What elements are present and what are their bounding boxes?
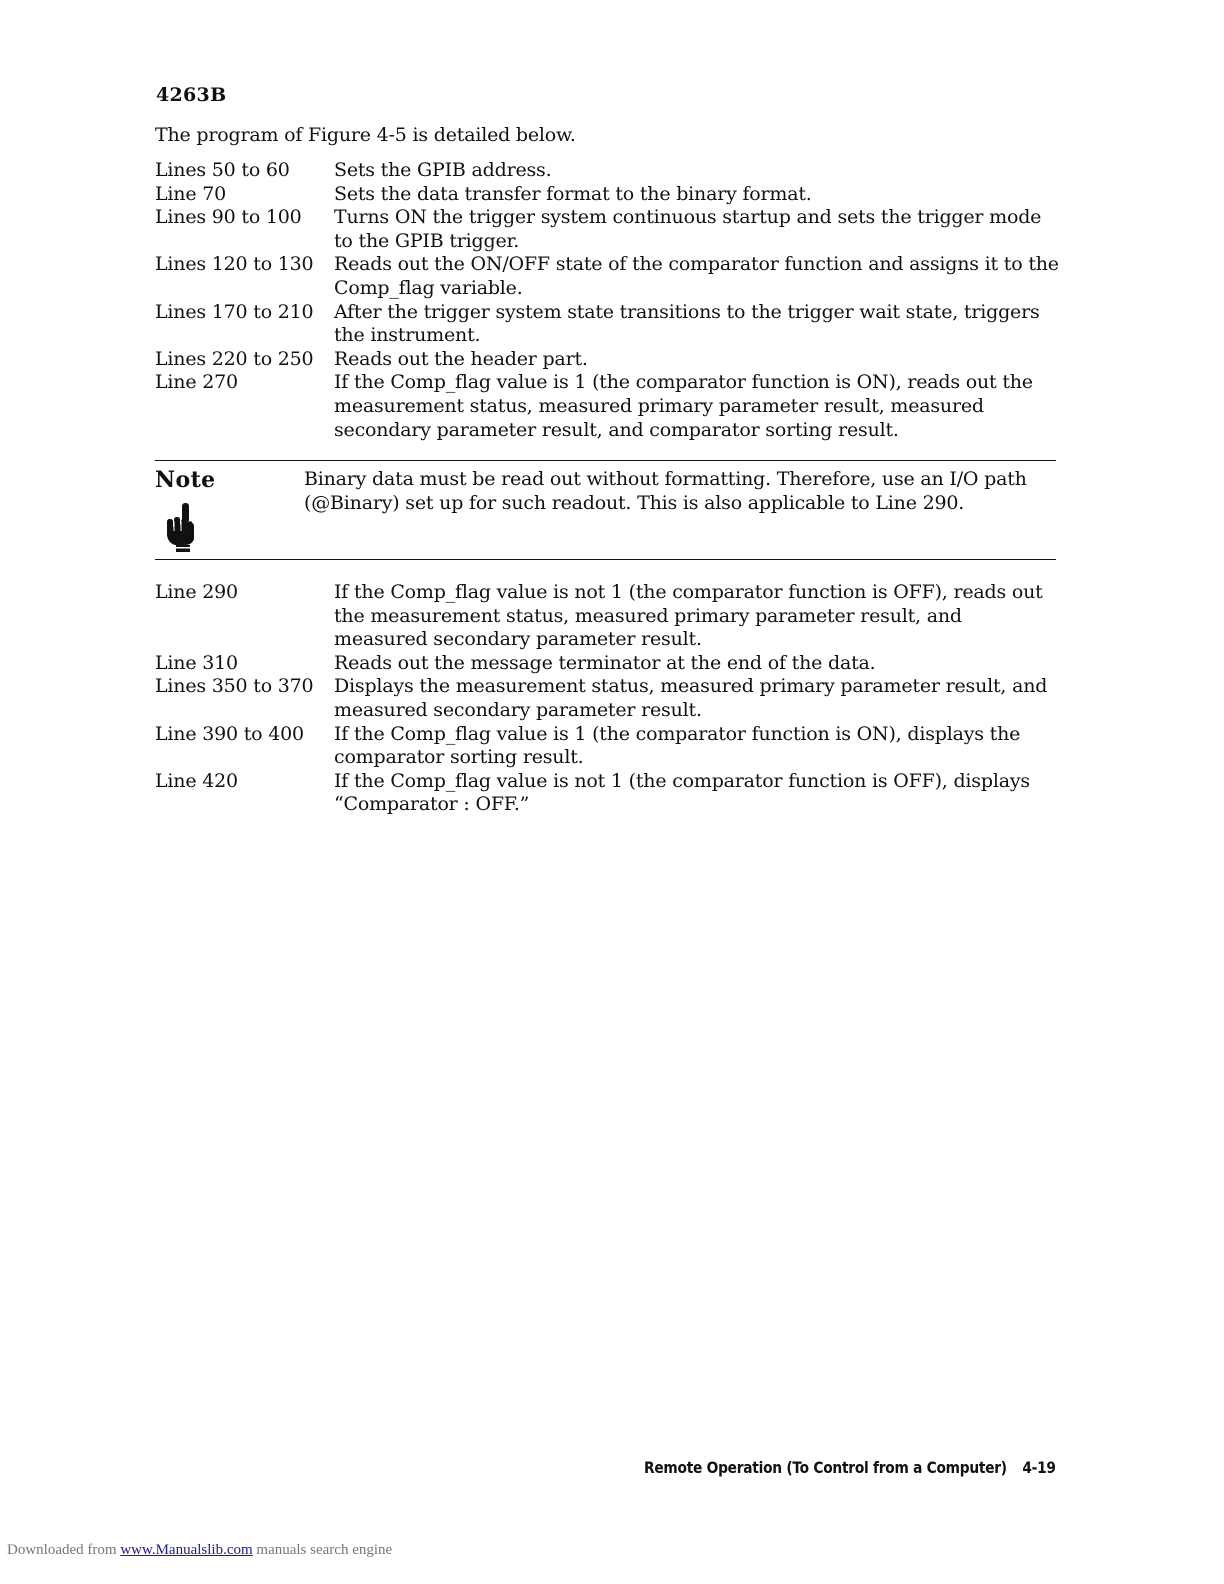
line-label: Line 420 xyxy=(155,769,238,792)
description-row xyxy=(155,301,1060,348)
line-description: If the Comp_flag value is not 1 (the comparator function is OFF), reads out the measurement status, measured primary parameter result, and measured secondary parameter result. xyxy=(334,581,1043,651)
note-box xyxy=(155,460,1056,560)
pointing-hand-icon xyxy=(165,501,199,553)
description-row xyxy=(155,581,1060,652)
line-description: Turns ON the trigger system continuous startup and sets the trigger mode to the GPIB trigger. xyxy=(334,206,1042,252)
line-label: Lines 350 to 370 xyxy=(155,675,314,698)
line-description: After the trigger system state transitions to the trigger wait state, triggers the instrument. xyxy=(334,300,1040,347)
description-row xyxy=(155,206,1060,253)
line-label: Line 270 xyxy=(155,371,238,394)
description-row xyxy=(155,183,1060,207)
line-description: If the Comp_flag value is 1 (the comparator function is ON), reads out the measurement status, measured primary parameter result, measured secondary parameter result, and comparator sorting result. xyxy=(334,371,1033,441)
download-prefix: Downloaded from xyxy=(7,1542,117,1558)
line-description: Sets the GPIB address. xyxy=(334,159,552,181)
footer-section-title: Remote Operation (To Control from a Computer) xyxy=(644,1458,1008,1477)
line-description: Reads out the ON/OFF state of the comparator function and assigns it to the Comp_flag variable. xyxy=(334,253,1059,299)
line-description: If the Comp_flag value is not 1 (the comparator function is OFF), displays “Comparator : OFF.” xyxy=(334,769,1030,816)
intro-paragraph: The program of Figure 4-5 is detailed below. xyxy=(155,124,576,146)
line-label: Line 310 xyxy=(155,651,238,674)
line-descriptions-part2 xyxy=(155,581,1060,817)
line-label: Lines 120 to 130 xyxy=(155,253,314,276)
line-description: Displays the measurement status, measured primary parameter result, and measured secondary parameter result. xyxy=(334,675,1048,721)
description-row xyxy=(155,253,1060,300)
page-number: 4-19 xyxy=(1022,1458,1056,1477)
page-footer xyxy=(644,1458,1056,1477)
note-title: Note xyxy=(155,467,216,493)
line-label: Lines 90 to 100 xyxy=(155,206,302,229)
line-description: Reads out the header part. xyxy=(334,347,588,370)
line-label: Lines 220 to 250 xyxy=(155,347,314,370)
description-row xyxy=(155,723,1060,770)
description-row xyxy=(155,371,1060,442)
line-label: Lines 170 to 210 xyxy=(155,300,314,323)
line-label: Line 390 to 400 xyxy=(155,722,304,745)
line-label: Lines 50 to 60 xyxy=(155,159,290,181)
description-row xyxy=(155,159,1060,183)
line-label: Line 70 xyxy=(155,182,226,205)
download-suffix: manuals search engine xyxy=(256,1542,393,1558)
description-row xyxy=(155,348,1060,372)
description-row xyxy=(155,675,1060,722)
manualslib-link[interactable]: www.Manualslib.com xyxy=(120,1542,253,1558)
line-label: Line 290 xyxy=(155,581,238,603)
download-source-line xyxy=(7,1542,392,1559)
line-descriptions-part1 xyxy=(155,159,1060,442)
line-description: Sets the data transfer format to the binary format. xyxy=(334,182,812,205)
description-row xyxy=(155,770,1060,817)
document-model-heading: 4263B xyxy=(156,84,227,106)
line-description: If the Comp_flag value is 1 (the comparator function is ON), displays the comparator sorting result. xyxy=(334,722,1021,769)
line-description: Reads out the message terminator at the end of the data. xyxy=(334,651,876,674)
description-row xyxy=(155,652,1060,676)
note-text: Binary data must be read out without formatting. Therefore, use an I/O path (@Binary) set up for such readout. This is also applicable to Line 290. xyxy=(304,468,1027,514)
